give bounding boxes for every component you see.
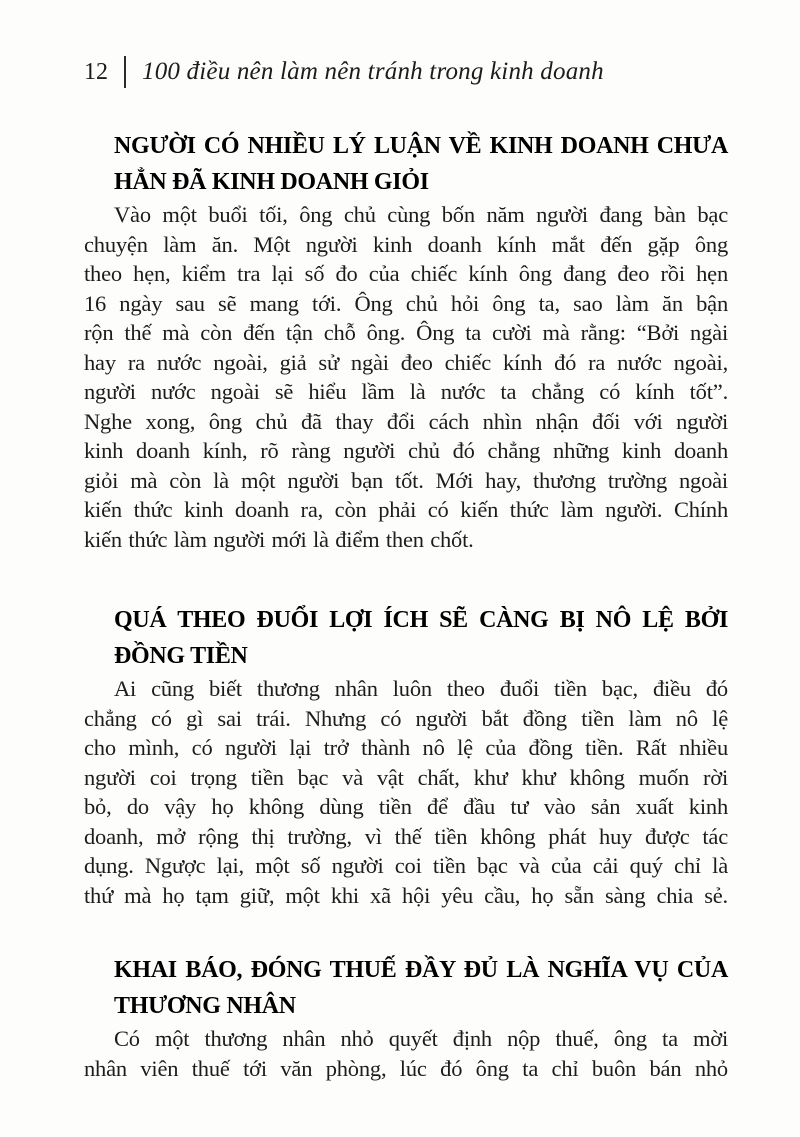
section-heading	[114, 952, 728, 1024]
section-money-slavery	[84, 602, 728, 910]
text-line: chẳng có gì sai trái. Nhưng có người bắt đồng tiền làm nô lệ	[84, 705, 728, 731]
paragraph	[84, 200, 728, 554]
text-line: nhân viên thuế tới văn phòng, lúc đó ông ta chỉ buôn bán nhỏ	[84, 1055, 728, 1081]
section-heading	[114, 128, 728, 200]
text-line: Có một thương nhân nhỏ quyết định nộp thuế, ông ta mời	[114, 1026, 728, 1051]
text-line: NGƯỜI CÓ NHIỀU LÝ LUẬN VỀ KINH DOANH CHƯA	[114, 133, 728, 159]
text-line: người nước ngoài sẽ hiểu lầm là nước ta chẳng có kính tốt”.	[84, 379, 728, 404]
text-line: chuyện làm ăn. Một người kinh doanh kính mắt đến gặp ông	[84, 231, 728, 257]
paragraph	[84, 1024, 728, 1083]
text-line: Ai cũng biết thương nhân luôn theo đuổi tiền bạc, điều đó	[114, 676, 728, 701]
page-number: 12	[84, 58, 108, 85]
text-line: kiến thức kinh doanh ra, còn phải có kiến thức làm người. Chính	[84, 497, 728, 522]
text-line: KHAI BÁO, ĐÓNG THUẾ ĐẦY ĐỦ LÀ NGHĨA VỤ CỦA	[114, 957, 728, 983]
text-line: theo hẹn, kiểm tra lại số đo của chiếc kính ông đang đeo rồi hẹn	[84, 261, 728, 286]
section-tax-duty	[84, 952, 728, 1083]
running-title: 100 điều nên làm nên tránh trong kinh doanh	[142, 58, 604, 85]
text-line: QUÁ THEO ĐUỔI LỢI ÍCH SẼ CÀNG BỊ NÔ LỆ BỞI	[114, 607, 728, 633]
text-line: THƯƠNG NHÂN	[114, 993, 296, 1019]
text-line: HẲN ĐÃ KINH DOANH GIỎI	[114, 169, 429, 195]
text-line: ĐỒNG TIỀN	[114, 643, 248, 669]
text-line: kinh doanh kính, rõ ràng người chủ đó chẳng những kinh doanh	[84, 438, 728, 463]
text-line: người coi trọng tiền bạc và vật chất, khư khư không muốn rời	[84, 764, 728, 790]
text-line: cho mình, có người lại trở thành nô lệ của đồng tiền. Rất nhiều	[84, 735, 728, 760]
text-line: doanh, mở rộng thị trường, vì thế tiền không phát huy được tác	[84, 823, 728, 849]
text-line: giỏi mà còn là một người bạn tốt. Mới hay, thương trường ngoài	[84, 467, 728, 493]
text-line: kiến thức làm người mới là điểm then chốt.	[84, 526, 474, 552]
text-line: Vào một buổi tối, ông chủ cùng bốn năm người đang bàn bạc	[114, 202, 728, 227]
text-line: 16 ngày sau sẽ mang tới. Ông chủ hỏi ông ta, sao làm ăn bận	[84, 290, 728, 316]
paragraph	[84, 674, 728, 910]
text-line: thứ mà họ tạm giữ, một khi xã hội yêu cầu, họ sẵn sàng chia sẻ.	[84, 882, 728, 908]
section-heading	[114, 602, 728, 674]
text-line: rộn thế mà còn đến tận chỗ ông. Ông ta cười mà rằng: “Bởi ngài	[84, 320, 728, 345]
section-business-theory	[84, 128, 728, 554]
text-line: hay ra nước ngoài, giả sử ngài đeo chiếc kính đó ra nước ngoài,	[84, 349, 728, 375]
text-line: Nghe xong, ông chủ đã thay đổi cách nhìn nhận đối với người	[84, 408, 728, 434]
text-line: dụng. Ngược lại, một số người coi tiền bạc và của cải quý chỉ là	[84, 853, 728, 878]
text-line: bỏ, do vậy họ không dùng tiền để đầu tư vào sản xuất kinh	[84, 794, 728, 819]
page-header	[84, 54, 728, 90]
